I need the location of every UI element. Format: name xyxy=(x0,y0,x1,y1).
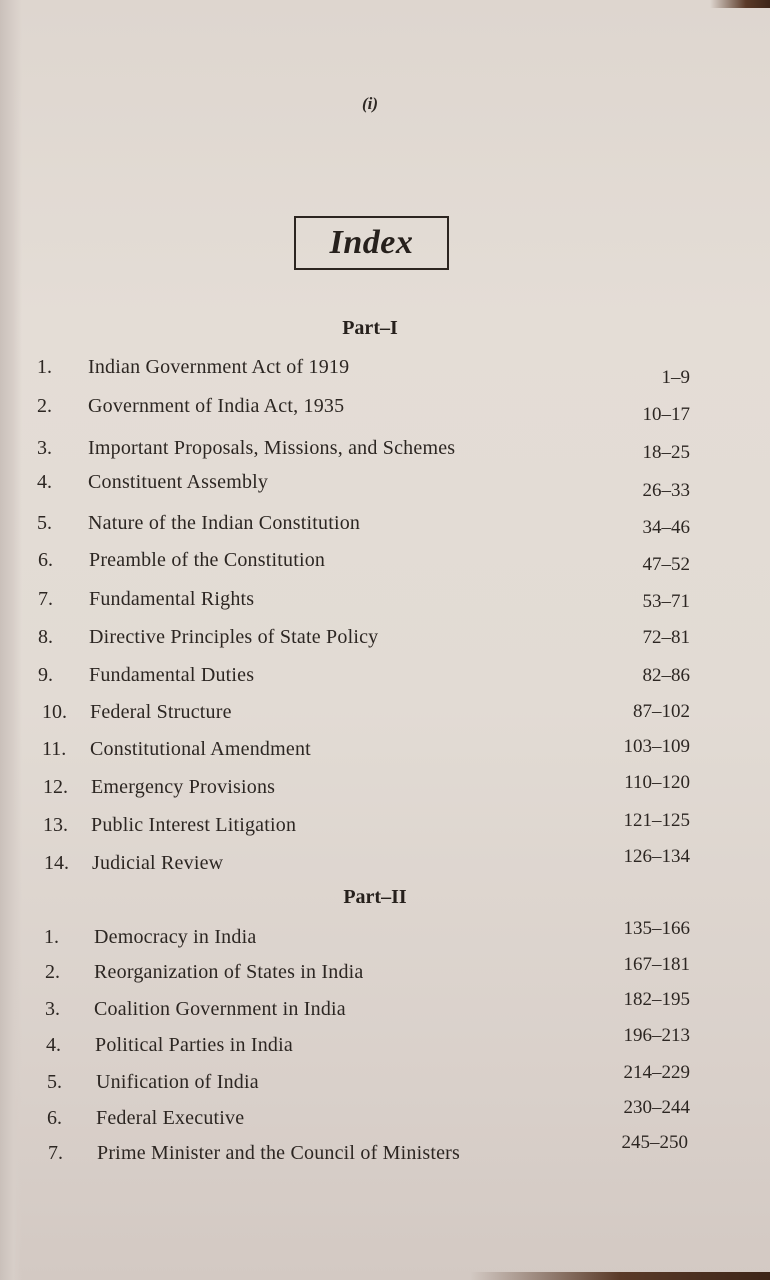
entry-number: 1. xyxy=(37,356,52,378)
entry-title: Judicial Review xyxy=(92,852,224,874)
entry-number: 3. xyxy=(45,998,60,1020)
entry-number: 12. xyxy=(43,776,68,798)
entry-pages: 230–244 xyxy=(623,1097,690,1118)
part-1-heading: Part–I xyxy=(342,317,398,339)
entry-pages: 121–125 xyxy=(623,810,690,831)
entry-pages: 10–17 xyxy=(642,404,690,425)
toc-entry xyxy=(0,1132,770,1172)
entry-title: Federal Structure xyxy=(90,701,232,723)
entry-pages: 167–181 xyxy=(623,954,690,975)
toc-entry xyxy=(0,664,770,694)
entry-number: 5. xyxy=(37,512,52,534)
entry-title: Reorganization of States in India xyxy=(94,961,364,983)
entry-pages: 103–109 xyxy=(623,736,690,757)
entry-pages: 214–229 xyxy=(623,1062,690,1083)
toc-entry xyxy=(0,471,770,501)
entry-number: 1. xyxy=(44,926,59,948)
entry-number: 2. xyxy=(45,961,60,983)
entry-pages: 87–102 xyxy=(633,701,690,722)
entry-pages: 135–166 xyxy=(623,918,690,939)
page-number: (i) xyxy=(361,94,379,113)
index-title-box xyxy=(294,216,449,270)
toc-entry xyxy=(0,701,770,731)
entry-number: 8. xyxy=(38,626,53,648)
entry-pages: 126–134 xyxy=(623,846,690,867)
toc-entry xyxy=(0,846,770,882)
toc-entry xyxy=(0,356,770,386)
toc-entry xyxy=(0,588,770,618)
entry-number: 3. xyxy=(37,437,52,459)
page-title: Index xyxy=(329,224,414,261)
page-corner-bottom xyxy=(470,1272,770,1280)
entry-title: Fundamental Rights xyxy=(89,588,255,610)
entry-pages: 110–120 xyxy=(624,772,690,793)
entry-number: 6. xyxy=(38,549,53,571)
entry-pages: 53–71 xyxy=(642,591,690,612)
entry-number: 7. xyxy=(38,588,53,610)
entry-title: Federal Executive xyxy=(96,1107,245,1129)
entry-pages: 47–52 xyxy=(642,554,690,575)
entry-title: Government of India Act, 1935 xyxy=(88,395,345,417)
toc-entry xyxy=(0,549,770,579)
toc-entry xyxy=(0,738,770,768)
entry-pages: 1–9 xyxy=(661,367,690,388)
toc-entry xyxy=(0,810,770,844)
entry-number: 11. xyxy=(42,738,67,760)
entry-pages: 26–33 xyxy=(642,480,690,501)
page-corner-top xyxy=(710,0,770,8)
entry-title: Prime Minister and the Council of Ministers xyxy=(97,1142,461,1164)
entry-title: Indian Government Act of 1919 xyxy=(88,356,350,378)
entry-number: 4. xyxy=(37,471,52,493)
entry-title: Nature of the Indian Constitution xyxy=(88,512,361,534)
entry-number: 10. xyxy=(42,701,67,723)
toc-entry xyxy=(0,626,770,656)
entry-number: 9. xyxy=(38,664,53,686)
entry-title: Unification of India xyxy=(96,1071,259,1093)
entry-title: Fundamental Duties xyxy=(89,664,255,686)
entry-pages: 196–213 xyxy=(623,1025,690,1046)
entry-title: Constitutional Amendment xyxy=(90,738,311,760)
toc-entry xyxy=(0,1025,770,1064)
entry-pages: 245–250 xyxy=(621,1132,688,1153)
entry-title: Political Parties in India xyxy=(95,1034,293,1056)
part-2-heading: Part–II xyxy=(343,886,407,908)
toc-entry xyxy=(0,395,770,425)
entry-title: Coalition Government in India xyxy=(94,998,346,1020)
entry-pages: 34–46 xyxy=(642,517,690,538)
entry-number: 5. xyxy=(47,1071,62,1093)
entry-number: 6. xyxy=(47,1107,62,1129)
entry-number: 14. xyxy=(44,852,69,874)
entry-number: 13. xyxy=(43,814,68,836)
toc-entry xyxy=(0,954,770,991)
entry-pages: 72–81 xyxy=(642,627,690,648)
entry-number: 4. xyxy=(46,1034,61,1056)
entry-title: Preamble of the Constitution xyxy=(89,549,326,571)
toc-entry xyxy=(0,512,770,542)
toc-entry xyxy=(0,772,770,806)
entry-number: 2. xyxy=(37,395,52,417)
entry-title: Public Interest Litigation xyxy=(91,814,297,836)
entry-pages: 18–25 xyxy=(642,442,690,463)
toc-entry xyxy=(0,918,770,956)
toc-entry xyxy=(0,989,770,1028)
entry-pages: 82–86 xyxy=(642,665,690,686)
entry-number: 7. xyxy=(48,1142,63,1164)
entry-title: Constituent Assembly xyxy=(88,471,269,493)
entry-title: Important Proposals, Missions, and Schemes xyxy=(88,437,456,459)
entry-title: Emergency Provisions xyxy=(91,776,276,798)
entry-title: Directive Principles of State Policy xyxy=(89,626,379,648)
entry-title: Democracy in India xyxy=(94,926,257,948)
toc-entry xyxy=(0,437,770,467)
entry-pages: 182–195 xyxy=(623,989,690,1010)
